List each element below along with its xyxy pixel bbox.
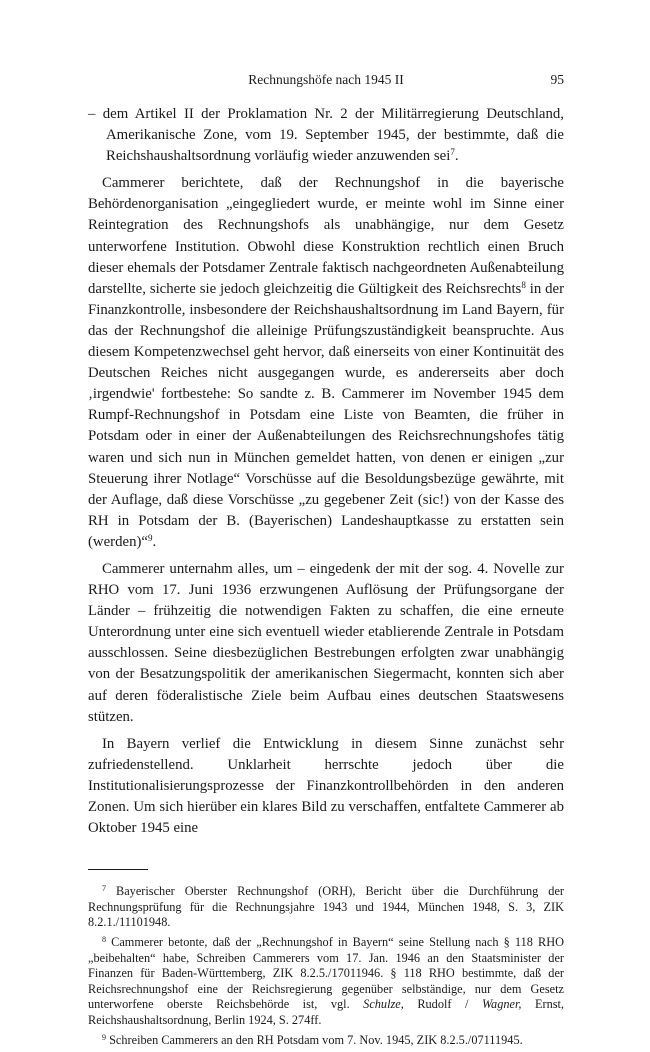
footnotes xyxy=(88,884,564,1048)
footnote-9: $^9$ Schreiben Cammerers an den RH Potsdam vom 7. Nov. 1945, ZIK 8.2.5./07111945. xyxy=(102,1032,523,1047)
running-title: Rechnungshöfe nach 1945 II xyxy=(248,72,404,87)
running-header xyxy=(88,72,564,92)
book-page xyxy=(88,72,564,1052)
body-text xyxy=(88,104,564,839)
footnote-divider xyxy=(88,869,148,870)
paragraph-cammerer-efforts: Cammerer unternahm alles, um – eingedenk der mit der sog. 4. Novelle zur RHO vom 17. Juni 1936 erzwungenen Auflösung der Prüfungsorgane der Länder – frühzeitig die notwendigen Fakten zu schaffen, die eine erneute Unterordnung unter eine sich eventuell wieder etablierende Zentrale in Potsdam ausschlossen. Seine diesbezüglichen Bestrebungen erfolgten zwar unabhängig von der Besatzungspolitik der amerikanischen Siegermacht, konnten sich aber auf deren föderalistische Ziele beim Aufbau eines deutschen Staatswesens stützen. xyxy=(88,560,564,725)
list-item-proclamation: – dem Artikel II der Proklamation Nr. 2 der Militärregierung Deutschland, Amerikanische Zone, vom 19. September 1945, der bestimmte, daß die Reichshaushaltsordnung vorläufig wieder anzuwenden sei$^7$. xyxy=(88,106,564,165)
footnote-8: $^8$ Cammerer betonte, daß der „Rechnungshof in Bayern“ seine Stellung nach § 118 RHO „beibehalten“ habe, Schreiben Cammerers vom 17. Jan. 1946 an den Staatsminister der Finanzen für Baden-Württemberg, ZIK 8.2.5./17011946. § 118 RHO bestimmte, daß der Reichsrechnungshof eine der Reichsregierung gegenüber selbständige, nur dem Gesetz unterworfene oberste Reichsbehörde ist, vgl. Schulze, Rudolf / Wagner, Ernst, Reichshaushaltsordnung, Berlin 1924, S. 274ff. xyxy=(88,934,564,1027)
footnote-ref-7: 7 xyxy=(450,147,455,158)
page-number: 95 xyxy=(550,72,564,87)
footnote-ref-8: 8 xyxy=(521,279,526,290)
paragraph-bavaria-development: In Bayern verlief die Entwicklung in diesem Sinne zunächst sehr zufriedenstellend. Unklarheit herrschte jedoch über die Institutionalisierungsprozesse der Finanzkontrollbehörden in den anderen Zonen. Um sich hierüber ein klares Bild zu verschaffen, entfaltete Cammerer ab Oktober 1945 eine xyxy=(88,735,564,837)
author-wagner: Wagner, xyxy=(481,997,522,1012)
footnote-7: $^7$ Bayerischer Oberster Rechnungshof (ORH), Bericht über die Durchführung der Rechnungsprüfung für die Rechnungsjahre 1943 und 1944, München 1948, S. 3, ZIK 8.2.1./11101948. xyxy=(88,884,564,930)
footnote-ref-9: 9 xyxy=(147,532,153,543)
paragraph-cammerer-report: Cammerer berichtete, daß der Rechnungshof in die bayerische Behördenorganisation „eingegliedert wurde, er meinte wohl im Sinne einer Reintegration des Rechnungshofs als unabhängige, nur dem Gesetz unterworfene Institution. Obwohl diese Konstruktion rechtlich einen Bruch dieser ehemals der Potsdamer Zentrale faktisch nachgeordneten Außenabteilung darstellte, sicherte sie jedoch gleichzeitig die Gültigkeit des Reichsrechts$^8$ in der Finanzkontrolle, insbesondere der Reichshaushaltsordnung im Land Bayern, für das der Rechnungshof die alleinige Prüfungszuständigkeit beanspruchte. Aus diesem Kompetenzwechsel geht hervor, daß einerseits von einer Kontinuität des Deutschen Reiches nicht ausgegangen wurde, es andererseits aber doch ‚irgendwie' fortbestehe: So sandte z. B. Cammerer im November 1945 dem Rumpf-Rechnungshof in Potsdam eine Liste von Beamten, die früher in Potsdam oder in einer der Außenabteilungen des Reichsrechnungshofes tätig waren und sich nun in München gemeldet hatten, von denen er einigen „zur Steuerung ihrer Notlage“ Vorschüsse auf die Besoldungsbezüge gewährte, mit der Auflage, daß diese Vorschüsse „zu gegebener Zeit (sic!) von der Kasse des RH in Potsdam der B. (Bayerischen) Landeshauptkasse zu erstatten sein (werden)“$^9$. xyxy=(88,175,564,550)
author-schulze: Schulze, xyxy=(363,997,404,1012)
